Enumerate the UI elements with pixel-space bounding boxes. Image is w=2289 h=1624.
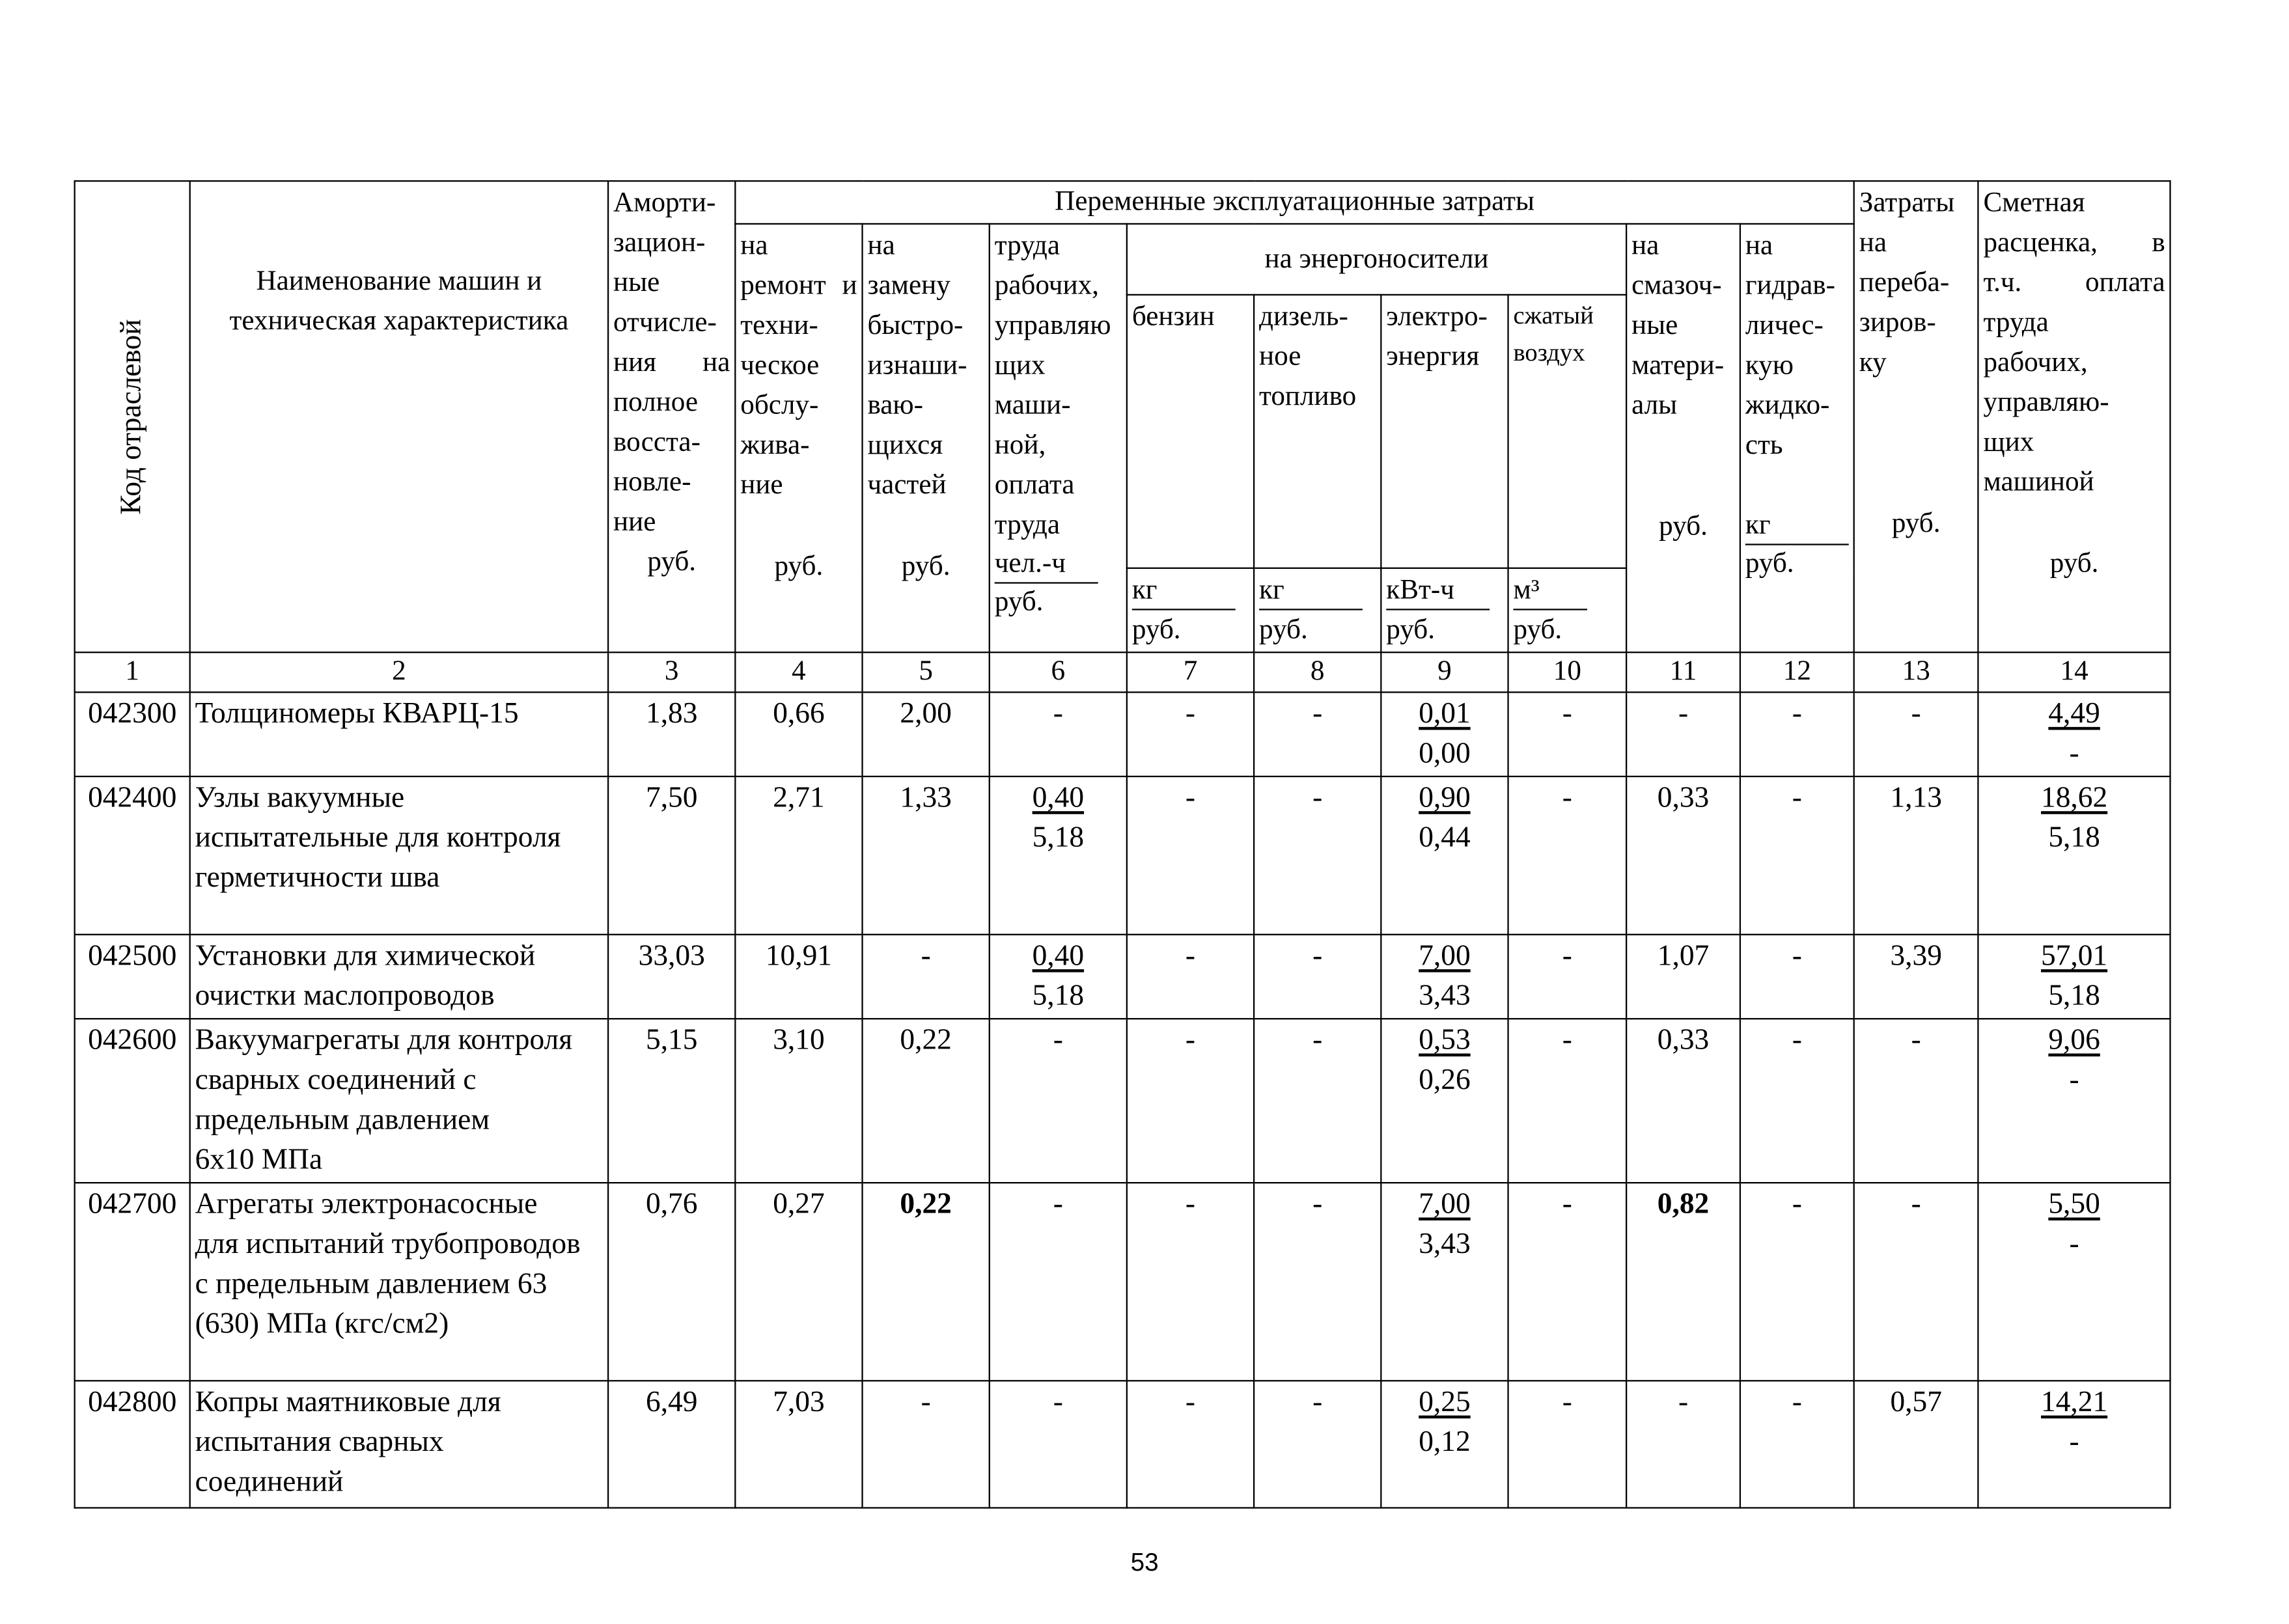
diesel-value: -	[1254, 1381, 1381, 1507]
column-number: 3	[608, 652, 735, 692]
header-line: труда	[1983, 307, 2049, 338]
value-bottom: 0,12	[1419, 1425, 1471, 1459]
lube-value: 0,33	[1626, 1019, 1740, 1183]
header-energy: на энергоносители	[1127, 224, 1626, 295]
value-bottom: -	[2069, 1425, 2079, 1459]
value-top: 7,00	[1419, 1188, 1471, 1221]
header-line: энергия	[1386, 341, 1480, 373]
value-bottom: 0,26	[1419, 1064, 1471, 1097]
value-top: 7,00	[1419, 939, 1471, 972]
row-name-line: Копры маятниковые для	[195, 1386, 501, 1419]
value-top: -	[1053, 1024, 1063, 1057]
fraction-value	[1419, 1021, 1470, 1101]
row-name	[190, 935, 608, 1019]
row-code: 042500	[75, 935, 190, 1019]
amortization-value: 1,83	[608, 692, 735, 776]
row-name-line: очистки маслопроводов	[195, 980, 495, 1012]
value-bottom: 0,44	[1419, 821, 1471, 855]
fraction-value	[2048, 1021, 2100, 1101]
air-value: -	[1508, 692, 1627, 776]
header-petrol: бензин	[1127, 295, 1254, 568]
air-value: -	[1508, 1183, 1627, 1381]
estimate-value	[1978, 1019, 2171, 1183]
row-name-line: сварных соединений с	[195, 1064, 477, 1097]
air-value: -	[1508, 1381, 1627, 1507]
header-lube: на смазоч- ные матери- алы руб.	[1626, 224, 1740, 652]
header-line: на	[867, 230, 895, 262]
header-line: матери-	[1631, 350, 1725, 381]
header-line: Сметная	[1983, 187, 2085, 219]
header-line: жива-	[740, 430, 810, 461]
header-line: расценка, в	[1983, 227, 2165, 259]
header-line: зиров-	[1859, 307, 1936, 338]
header-line: переба-	[1859, 267, 1950, 299]
repair-value: 0,66	[735, 692, 862, 776]
hydraulic-value: -	[1740, 935, 1854, 1019]
column-number: 8	[1254, 652, 1381, 692]
electric-value	[1381, 692, 1508, 776]
row-name	[190, 1381, 608, 1507]
header-diesel-unit: кг руб.	[1254, 568, 1381, 652]
row-name-line: Узлы вакуумные	[195, 781, 405, 814]
value-bottom: 5,18	[1032, 821, 1085, 855]
fraction-value	[1053, 695, 1063, 734]
header-line: восста-	[613, 427, 701, 458]
header-air-unit: м³ руб.	[1508, 568, 1627, 652]
row-name-line: (630) МПа (кгс/см2)	[195, 1307, 449, 1340]
value-top: 14,21	[2041, 1386, 2108, 1419]
labor-value	[990, 1381, 1127, 1507]
fraction-value	[2041, 1383, 2107, 1463]
table-row	[75, 1183, 2171, 1381]
header-labor: труда рабочих, управляю щих маши- ной, оплата труда чел.-ч руб.	[990, 224, 1127, 652]
row-name-line: герметичности шва	[195, 861, 440, 894]
header-line: дизель-	[1259, 301, 1348, 333]
row-code: 042800	[75, 1381, 190, 1507]
row-name	[190, 777, 608, 935]
labor-value	[990, 692, 1127, 776]
header-variable-costs: Переменные эксплуатационные затраты	[735, 181, 1854, 224]
estimate-value	[1978, 1381, 2171, 1507]
value-bottom: -	[2069, 737, 2079, 770]
row-name-line: соединений	[195, 1465, 344, 1498]
header-line: управляю-	[1983, 387, 2109, 419]
row-code: 042700	[75, 1183, 190, 1381]
row-name	[190, 1019, 608, 1183]
header-line: отчисле-	[613, 307, 717, 338]
row-name-line: с предельным давлением 63	[195, 1267, 548, 1301]
header-replace: на замену быстро- изнаши- ваю- щихся частей руб.	[863, 224, 990, 652]
header-line: ной,	[994, 430, 1046, 461]
value-top: 0,40	[1032, 781, 1085, 814]
header-line: быстро-	[867, 310, 964, 342]
column-number: 10	[1508, 652, 1627, 692]
header-line: зацион-	[613, 227, 706, 259]
estimate-value	[1978, 777, 2171, 935]
estimate-value	[1978, 1183, 2171, 1381]
value-top: -	[1053, 697, 1063, 730]
value-top: 57,01	[2041, 939, 2108, 972]
estimate-value	[1978, 935, 2171, 1019]
row-name-line: для испытаний трубопроводов	[195, 1228, 581, 1261]
lube-value: 0,82	[1626, 1183, 1740, 1381]
value-top: 9,06	[2048, 1024, 2100, 1057]
transport-value: 3,39	[1854, 935, 1978, 1019]
header-line: ния на	[613, 347, 730, 379]
header-line: ные	[613, 267, 660, 299]
column-number: 2	[190, 652, 608, 692]
header-line: смазоч-	[1631, 270, 1722, 302]
column-number: 4	[735, 652, 862, 692]
header-line: новле-	[613, 467, 691, 498]
table-row	[75, 692, 2171, 776]
fraction-value	[1419, 937, 1470, 1017]
header-line: на	[1859, 227, 1887, 259]
air-value: -	[1508, 777, 1627, 935]
header-line: ремонт и	[740, 270, 857, 302]
table-row	[75, 935, 2171, 1019]
fraction-value	[1419, 1383, 1470, 1463]
header-line: ческое	[740, 350, 820, 381]
replace-value: -	[863, 1381, 990, 1507]
header-line: личес-	[1745, 310, 1824, 342]
petrol-value: -	[1127, 1183, 1254, 1381]
value-bottom: 3,43	[1419, 1228, 1471, 1261]
header-line: ваю-	[867, 390, 924, 421]
lube-value: -	[1626, 692, 1740, 776]
column-number: 6	[990, 652, 1127, 692]
header-line: щих	[1983, 427, 2034, 458]
header-line: рабочих,	[1983, 347, 2088, 379]
value-top: 0,40	[1032, 939, 1085, 972]
header-line: жидко-	[1745, 390, 1830, 421]
row-name-line: испытательные для контроля	[195, 821, 561, 855]
header-petrol-unit: кг руб.	[1127, 568, 1254, 652]
amortization-value: 5,15	[608, 1019, 735, 1183]
transport-value: 0,57	[1854, 1381, 1978, 1507]
value-top: -	[1053, 1386, 1063, 1419]
hydraulic-value: -	[1740, 1019, 1854, 1183]
labor-value	[990, 1019, 1127, 1183]
header-line: на	[740, 230, 768, 262]
value-top: 5,50	[2048, 1188, 2100, 1221]
lube-value: 1,07	[1626, 935, 1740, 1019]
petrol-value: -	[1127, 1381, 1254, 1507]
header-line: на	[1631, 230, 1659, 262]
header-line: оплата	[994, 469, 1075, 501]
header-line: т.ч. оплата	[1983, 267, 2165, 299]
value-top: 4,49	[2048, 697, 2100, 730]
header-line: ние	[613, 506, 656, 538]
fraction-value	[1419, 778, 1470, 859]
value-top: 0,90	[1419, 781, 1471, 814]
machine-cost-table	[74, 180, 2171, 1509]
fraction-value	[1053, 1021, 1063, 1061]
header-line: гидрав-	[1745, 270, 1836, 302]
repair-value: 0,27	[735, 1183, 862, 1381]
hydraulic-value: -	[1740, 1183, 1854, 1381]
fraction-value	[2041, 937, 2107, 1017]
header-line: полное	[613, 387, 698, 419]
hydraulic-value: -	[1740, 777, 1854, 935]
row-name-line: испытания сварных	[195, 1425, 444, 1459]
header-line: алы	[1631, 390, 1678, 421]
column-number: 12	[1740, 652, 1854, 692]
value-top: 0,01	[1419, 697, 1471, 730]
row-code: 042600	[75, 1019, 190, 1183]
value-bottom: 5,18	[2048, 821, 2100, 855]
header-line: Затраты	[1859, 187, 1955, 219]
header-line: электро-	[1386, 301, 1488, 333]
amortization-value: 0,76	[608, 1183, 735, 1381]
row-name-line: 6х10 МПа	[195, 1143, 323, 1176]
header-transport: Затраты на переба- зиров- ку руб.	[1854, 181, 1978, 652]
value-bottom: 5,18	[1032, 980, 1085, 1012]
header-line: щих	[994, 350, 1046, 381]
header-line: изнаши-	[867, 350, 967, 381]
diesel-value: -	[1254, 1019, 1381, 1183]
header-line: воздух	[1513, 338, 1585, 366]
header-line: сть	[1745, 430, 1783, 461]
header-diesel	[1254, 295, 1381, 568]
petrol-value: -	[1127, 935, 1254, 1019]
diesel-value: -	[1254, 777, 1381, 935]
page-number: 53	[1130, 1548, 1159, 1577]
replace-value: 2,00	[863, 692, 990, 776]
value-bottom: 0,00	[1419, 737, 1471, 770]
header-line: ние	[740, 469, 783, 501]
row-name	[190, 1183, 608, 1381]
header-hydraulic: на гидрав- личес- кую жидко- сть кг руб.	[1740, 224, 1854, 652]
repair-value: 7,03	[735, 1381, 862, 1507]
electric-value	[1381, 1381, 1508, 1507]
row-name-line: предельным давлением	[195, 1103, 490, 1136]
column-number: 1	[75, 652, 190, 692]
transport-value: 1,13	[1854, 777, 1978, 935]
labor-value	[990, 777, 1127, 935]
amortization-value: 6,49	[608, 1381, 735, 1507]
diesel-value: -	[1254, 692, 1381, 776]
value-top: 18,62	[2041, 781, 2108, 814]
electric-value	[1381, 777, 1508, 935]
fraction-value	[1053, 1185, 1063, 1225]
header-line: кую	[1745, 350, 1794, 381]
header-line: ное	[1259, 341, 1301, 373]
header-line: частей	[867, 469, 947, 501]
estimate-value	[1978, 692, 2171, 776]
row-name	[190, 692, 608, 776]
electric-value	[1381, 1183, 1508, 1381]
replace-value: 1,33	[863, 777, 990, 935]
replace-value: 0,22	[863, 1019, 990, 1183]
value-top: 0,25	[1419, 1386, 1471, 1419]
transport-value: -	[1854, 1019, 1978, 1183]
replace-value: -	[863, 935, 990, 1019]
electric-value	[1381, 1019, 1508, 1183]
header-line: техни-	[740, 310, 818, 342]
amortization-value: 7,50	[608, 777, 735, 935]
row-name-line: Вакуумагрегаты для контроля	[195, 1024, 573, 1057]
hydraulic-value: -	[1740, 1381, 1854, 1507]
fraction-value	[2048, 1185, 2100, 1265]
column-number: 5	[863, 652, 990, 692]
amortization-value: 33,03	[608, 935, 735, 1019]
air-value: -	[1508, 935, 1627, 1019]
labor-value	[990, 935, 1127, 1019]
row-code: 042400	[75, 777, 190, 935]
header-line: Аморти-	[613, 187, 716, 219]
header-line: управляю	[994, 310, 1111, 342]
repair-value: 2,71	[735, 777, 862, 935]
table-row	[75, 777, 2171, 935]
diesel-value: -	[1254, 935, 1381, 1019]
lube-value: -	[1626, 1381, 1740, 1507]
header-estimate: Сметная расценка, в т.ч. оплата труда рабочих, управляю- щих машиной руб.	[1978, 181, 2171, 652]
header-electric	[1381, 295, 1508, 568]
header-name: Наименование машин и техническая характеристика	[190, 181, 608, 652]
column-number-row	[75, 652, 2171, 692]
column-number: 13	[1854, 652, 1978, 692]
repair-value: 10,91	[735, 935, 862, 1019]
value-top: -	[1053, 1188, 1063, 1221]
value-bottom: 3,43	[1419, 980, 1471, 1012]
header-electric-unit: кВт-ч руб.	[1381, 568, 1508, 652]
table-row	[75, 1381, 2171, 1507]
fraction-value	[1033, 937, 1084, 1017]
row-code: 042300	[75, 692, 190, 776]
replace-value: 0,22	[863, 1183, 990, 1381]
header-line: топливо	[1259, 381, 1357, 413]
header-line: сжатый	[1513, 301, 1594, 330]
value-bottom: 5,18	[2048, 980, 2100, 1012]
column-number: 7	[1127, 652, 1254, 692]
hydraulic-value: -	[1740, 692, 1854, 776]
header-air	[1508, 295, 1627, 568]
fraction-value	[1419, 695, 1470, 775]
petrol-value: -	[1127, 692, 1254, 776]
row-name-line: Толщиномеры КВАРЦ-15	[195, 697, 519, 730]
repair-value: 3,10	[735, 1019, 862, 1183]
lube-value: 0,33	[1626, 777, 1740, 935]
transport-value: -	[1854, 692, 1978, 776]
header-line: ные	[1631, 310, 1678, 342]
fraction-value	[1033, 778, 1084, 859]
row-name-line: Агрегаты электронасосные	[195, 1188, 538, 1221]
labor-value	[990, 1183, 1127, 1381]
fraction-value	[2048, 695, 2100, 775]
header-line: труда	[994, 230, 1061, 262]
value-bottom: -	[2069, 1228, 2079, 1261]
value-top: 0,53	[1419, 1024, 1471, 1057]
header-line: маши-	[994, 390, 1071, 421]
fraction-value	[1053, 1383, 1063, 1423]
column-number: 14	[1978, 652, 2171, 692]
electric-value	[1381, 935, 1508, 1019]
header-repair: на ремонт и техни- ческое обслу- жива- ние руб.	[735, 224, 862, 652]
column-number: 11	[1626, 652, 1740, 692]
diesel-value: -	[1254, 1183, 1381, 1381]
header-line: рабочих,	[994, 270, 1099, 302]
row-name-line: Установки для химической	[195, 939, 536, 972]
transport-value: -	[1854, 1183, 1978, 1381]
header-line: на	[1745, 230, 1773, 262]
header-line: обслу-	[740, 390, 819, 421]
header-line: замену	[867, 270, 950, 302]
header-line: ку	[1859, 347, 1887, 379]
header-code: Код отраслевой	[75, 181, 190, 652]
fraction-value	[2041, 778, 2107, 859]
value-bottom: -	[2069, 1064, 2079, 1097]
header-line: щихся	[867, 430, 943, 461]
air-value: -	[1508, 1019, 1627, 1183]
header-line: труда	[994, 510, 1061, 541]
header-line: машиной	[1983, 467, 2094, 498]
fraction-value	[1419, 1185, 1470, 1265]
table-row	[75, 1019, 2171, 1183]
petrol-value: -	[1127, 777, 1254, 935]
column-number: 9	[1381, 652, 1508, 692]
header-amortization: Аморти- зацион- ные отчисле- ния на полное восста- новле- ние руб.	[608, 181, 735, 652]
petrol-value: -	[1127, 1019, 1254, 1183]
